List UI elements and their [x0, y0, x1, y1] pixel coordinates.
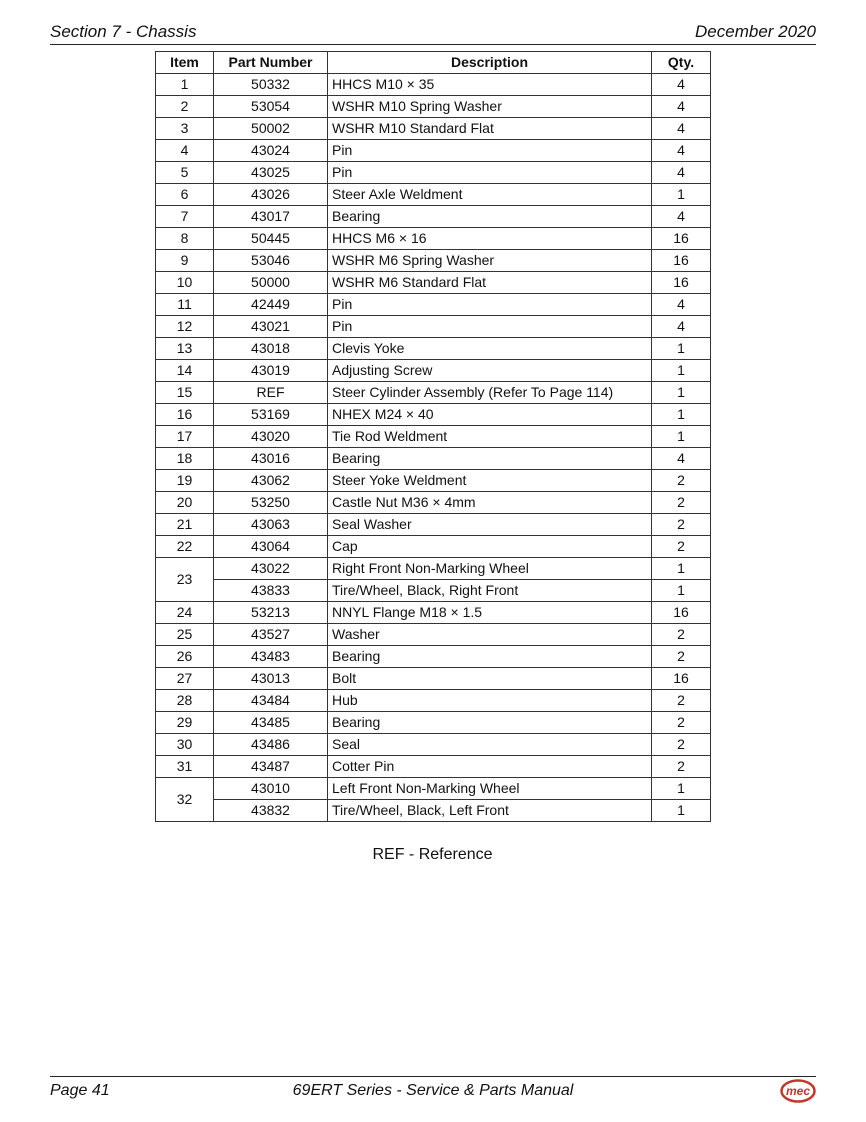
part-number-cell: 43487	[214, 756, 328, 778]
description-cell: HHCS M10 × 35	[328, 74, 652, 96]
page-footer	[50, 1076, 816, 1107]
description-cell: Washer	[328, 624, 652, 646]
part-number-cell: 43483	[214, 646, 328, 668]
table-row	[156, 712, 711, 734]
description-cell: Pin	[328, 162, 652, 184]
table-row	[156, 734, 711, 756]
quantity-cell: 1	[652, 184, 711, 206]
description-cell: Bolt	[328, 668, 652, 690]
quantity-cell: 1	[652, 338, 711, 360]
part-number-cell: 43021	[214, 316, 328, 338]
part-number-cell: 43020	[214, 426, 328, 448]
table-row	[156, 668, 711, 690]
description-cell: WSHR M6 Spring Washer	[328, 250, 652, 272]
reference-note: REF - Reference	[372, 846, 493, 863]
table-header-row	[156, 52, 711, 74]
description-cell: HHCS M6 × 16	[328, 228, 652, 250]
item-number-cell: 15	[156, 382, 214, 404]
table-row	[156, 602, 711, 624]
table-row	[156, 492, 711, 514]
item-number-cell: 28	[156, 690, 214, 712]
table-row	[156, 184, 711, 206]
item-number-cell: 20	[156, 492, 214, 514]
description-cell: Bearing	[328, 712, 652, 734]
item-number-cell: 16	[156, 404, 214, 426]
quantity-cell: 1	[652, 360, 711, 382]
item-number-cell: 8	[156, 228, 214, 250]
description-cell: Bearing	[328, 646, 652, 668]
part-number-cell: 42449	[214, 294, 328, 316]
part-number-cell: 43064	[214, 536, 328, 558]
description-cell: Castle Nut M36 × 4mm	[328, 492, 652, 514]
description-cell: Clevis Yoke	[328, 338, 652, 360]
description-cell: Seal	[328, 734, 652, 756]
quantity-cell: 2	[652, 470, 711, 492]
page-number: Page 41	[50, 1082, 110, 1099]
page-header	[50, 22, 816, 45]
table-row	[156, 294, 711, 316]
part-number-cell: 53213	[214, 602, 328, 624]
table-row	[156, 338, 711, 360]
description-cell: WSHR M6 Standard Flat	[328, 272, 652, 294]
part-number-cell: 43019	[214, 360, 328, 382]
part-number-cell: 43016	[214, 448, 328, 470]
table-row	[156, 250, 711, 272]
table-row	[156, 690, 711, 712]
quantity-cell: 4	[652, 96, 711, 118]
table-row	[156, 778, 711, 800]
table-row	[156, 140, 711, 162]
table-row	[156, 228, 711, 250]
part-number-cell: 43832	[214, 800, 328, 822]
column-header-description: Description	[328, 52, 652, 74]
description-cell: Tie Rod Weldment	[328, 426, 652, 448]
quantity-cell: 1	[652, 404, 711, 426]
part-number-cell: 53169	[214, 404, 328, 426]
item-number-cell: 6	[156, 184, 214, 206]
table-row	[156, 536, 711, 558]
description-cell: Pin	[328, 140, 652, 162]
description-cell: Cotter Pin	[328, 756, 652, 778]
table-row	[156, 74, 711, 96]
part-number-cell: 43013	[214, 668, 328, 690]
description-cell: Steer Cylinder Assembly (Refer To Page 114)	[328, 382, 652, 404]
quantity-cell: 4	[652, 206, 711, 228]
table-row	[156, 382, 711, 404]
quantity-cell: 16	[652, 228, 711, 250]
description-cell: WSHR M10 Standard Flat	[328, 118, 652, 140]
part-number-cell: 43486	[214, 734, 328, 756]
item-number-cell: 5	[156, 162, 214, 184]
quantity-cell: 16	[652, 602, 711, 624]
quantity-cell: 2	[652, 492, 711, 514]
quantity-cell: 1	[652, 778, 711, 800]
quantity-cell: 2	[652, 646, 711, 668]
description-cell: Cap	[328, 536, 652, 558]
item-number-cell: 9	[156, 250, 214, 272]
quantity-cell: 4	[652, 162, 711, 184]
item-number-cell: 32	[156, 778, 214, 822]
part-number-cell: 43484	[214, 690, 328, 712]
description-cell: Pin	[328, 294, 652, 316]
item-number-cell: 12	[156, 316, 214, 338]
item-number-cell: 3	[156, 118, 214, 140]
description-cell: Right Front Non-Marking Wheel	[328, 558, 652, 580]
quantity-cell: 2	[652, 690, 711, 712]
item-number-cell: 17	[156, 426, 214, 448]
column-header-qty: Qty.	[652, 52, 711, 74]
item-number-cell: 30	[156, 734, 214, 756]
description-cell: Seal Washer	[328, 514, 652, 536]
part-number-cell: 50002	[214, 118, 328, 140]
column-header-item: Item	[156, 52, 214, 74]
table-row	[156, 646, 711, 668]
item-number-cell: 22	[156, 536, 214, 558]
part-number-cell: 43485	[214, 712, 328, 734]
item-number-cell: 19	[156, 470, 214, 492]
parts-table-body	[156, 74, 711, 822]
table-row	[156, 426, 711, 448]
part-number-cell: 43017	[214, 206, 328, 228]
part-number-cell: REF	[214, 382, 328, 404]
item-number-cell: 13	[156, 338, 214, 360]
description-cell: Hub	[328, 690, 652, 712]
table-row	[156, 316, 711, 338]
item-number-cell: 24	[156, 602, 214, 624]
quantity-cell: 16	[652, 250, 711, 272]
quantity-cell: 2	[652, 734, 711, 756]
manual-title: 69ERT Series - Service & Parts Manual	[292, 1082, 574, 1099]
header-date: December 2020	[695, 22, 816, 41]
part-number-cell: 53054	[214, 96, 328, 118]
quantity-cell: 4	[652, 316, 711, 338]
item-number-cell: 26	[156, 646, 214, 668]
part-number-cell: 43010	[214, 778, 328, 800]
part-number-cell: 43062	[214, 470, 328, 492]
table-row	[156, 558, 711, 580]
description-cell: NHEX M24 × 40	[328, 404, 652, 426]
description-cell: Adjusting Screw	[328, 360, 652, 382]
part-number-cell: 53250	[214, 492, 328, 514]
part-number-cell: 43025	[214, 162, 328, 184]
description-cell: Steer Axle Weldment	[328, 184, 652, 206]
quantity-cell: 1	[652, 382, 711, 404]
part-number-cell: 43063	[214, 514, 328, 536]
table-row	[156, 448, 711, 470]
quantity-cell: 2	[652, 536, 711, 558]
quantity-cell: 16	[652, 272, 711, 294]
item-number-cell: 2	[156, 96, 214, 118]
table-row	[156, 800, 711, 822]
description-cell: Bearing	[328, 206, 652, 228]
item-number-cell: 1	[156, 74, 214, 96]
quantity-cell: 1	[652, 800, 711, 822]
quantity-cell: 1	[652, 426, 711, 448]
mec-logo	[780, 1079, 816, 1103]
table-row	[156, 624, 711, 646]
quantity-cell: 16	[652, 668, 711, 690]
item-number-cell: 21	[156, 514, 214, 536]
table-row	[156, 96, 711, 118]
quantity-cell: 4	[652, 74, 711, 96]
item-number-cell: 14	[156, 360, 214, 382]
description-cell: Left Front Non-Marking Wheel	[328, 778, 652, 800]
description-cell: NNYL Flange M18 × 1.5	[328, 602, 652, 624]
table-row	[156, 360, 711, 382]
item-number-cell: 7	[156, 206, 214, 228]
item-number-cell: 10	[156, 272, 214, 294]
quantity-cell: 1	[652, 580, 711, 602]
part-number-cell: 43022	[214, 558, 328, 580]
item-number-cell: 27	[156, 668, 214, 690]
table-row	[156, 118, 711, 140]
item-number-cell: 23	[156, 558, 214, 602]
item-number-cell: 4	[156, 140, 214, 162]
quantity-cell: 4	[652, 118, 711, 140]
part-number-cell: 43024	[214, 140, 328, 162]
quantity-cell: 2	[652, 712, 711, 734]
quantity-cell: 2	[652, 624, 711, 646]
item-number-cell: 18	[156, 448, 214, 470]
item-number-cell: 29	[156, 712, 214, 734]
part-number-cell: 50445	[214, 228, 328, 250]
part-number-cell: 50000	[214, 272, 328, 294]
table-row	[156, 404, 711, 426]
section-title: Section 7 - Chassis	[50, 22, 197, 41]
description-cell: Bearing	[328, 448, 652, 470]
quantity-cell: 1	[652, 558, 711, 580]
table-row	[156, 272, 711, 294]
column-header-part-number: Part Number	[214, 52, 328, 74]
quantity-cell: 2	[652, 514, 711, 536]
quantity-cell: 2	[652, 756, 711, 778]
table-row	[156, 470, 711, 492]
part-number-cell: 43833	[214, 580, 328, 602]
table-row	[156, 580, 711, 602]
item-number-cell: 31	[156, 756, 214, 778]
parts-table	[155, 51, 711, 822]
description-cell: Tire/Wheel, Black, Left Front	[328, 800, 652, 822]
item-number-cell: 25	[156, 624, 214, 646]
quantity-cell: 4	[652, 448, 711, 470]
item-number-cell: 11	[156, 294, 214, 316]
table-row	[156, 206, 711, 228]
table-row	[156, 162, 711, 184]
description-cell: Pin	[328, 316, 652, 338]
part-number-cell: 43026	[214, 184, 328, 206]
description-cell: Steer Yoke Weldment	[328, 470, 652, 492]
part-number-cell: 50332	[214, 74, 328, 96]
part-number-cell: 53046	[214, 250, 328, 272]
part-number-cell: 43018	[214, 338, 328, 360]
part-number-cell: 43527	[214, 624, 328, 646]
quantity-cell: 4	[652, 294, 711, 316]
description-cell: Tire/Wheel, Black, Right Front	[328, 580, 652, 602]
table-row	[156, 756, 711, 778]
description-cell: WSHR M10 Spring Washer	[328, 96, 652, 118]
table-row	[156, 514, 711, 536]
quantity-cell: 4	[652, 140, 711, 162]
mec-logo-text: mec	[785, 1084, 811, 1098]
